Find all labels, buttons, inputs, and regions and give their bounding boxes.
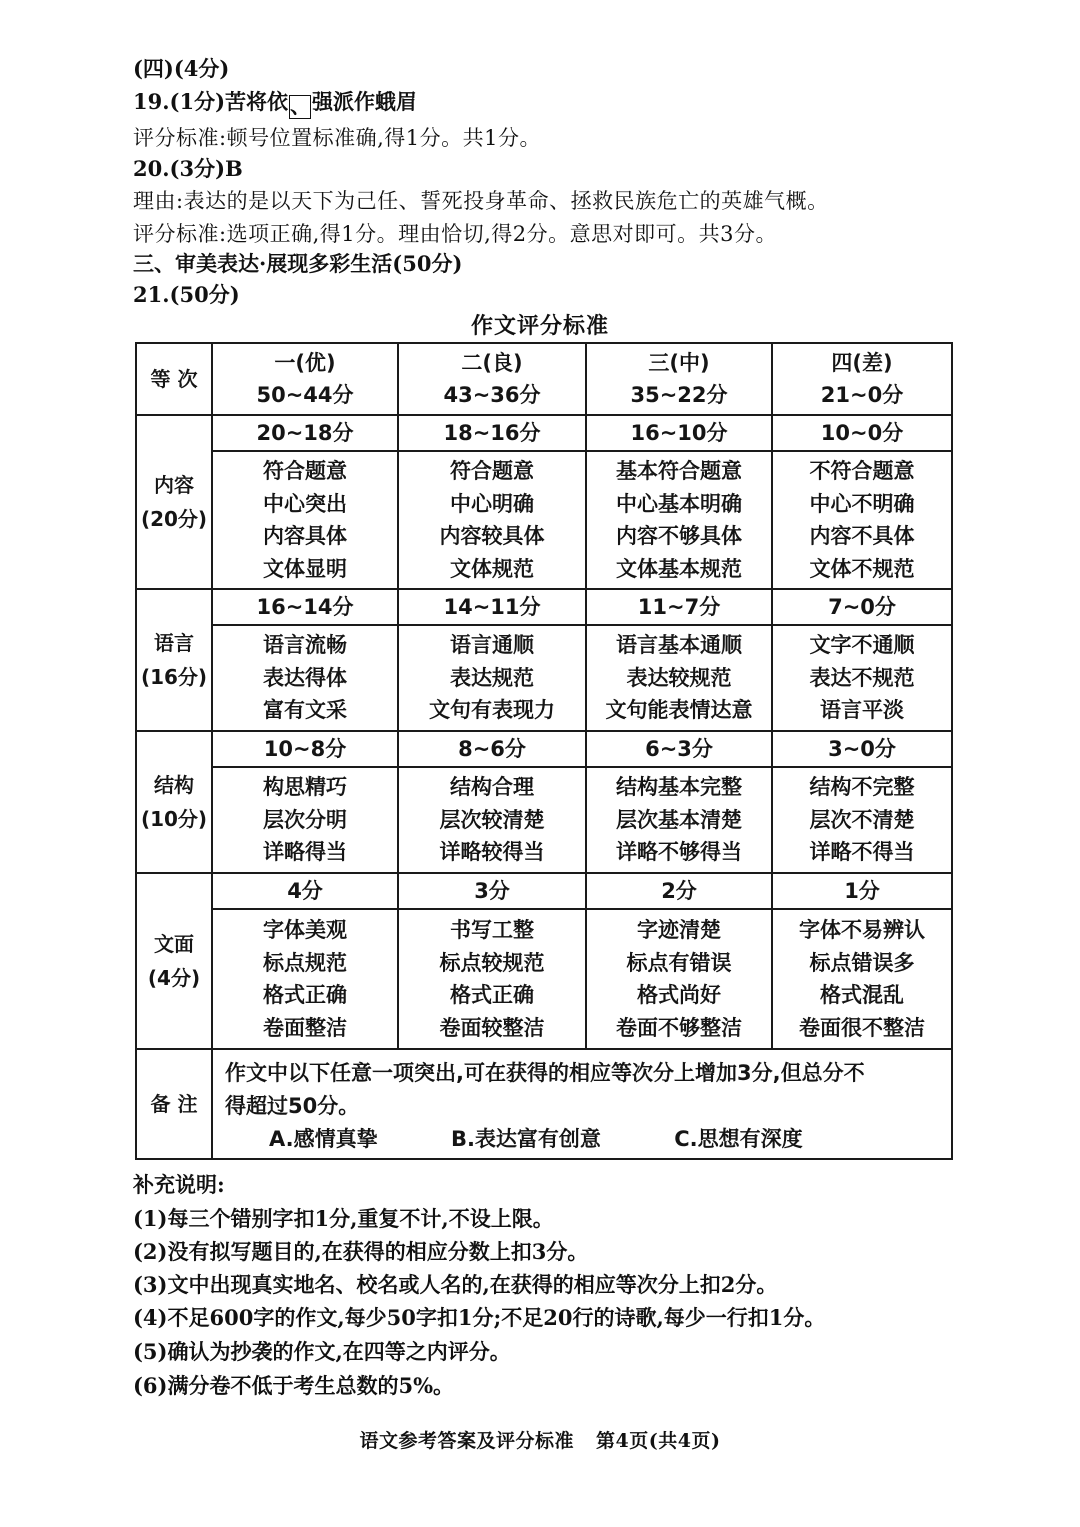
score-range: 10~0分: [772, 415, 952, 451]
structure-score-row: [136, 731, 952, 767]
score-range: 6~3分: [586, 731, 772, 767]
q20-reason: 理由:表达的是以天下为己任、誓死投身革命、拯救民族危亡的英雄气概。: [133, 189, 829, 213]
note-label-cell: 备 注: [136, 1049, 212, 1159]
supplement-item: (2)没有拟写题目的,在获得的相应分数上扣3分。: [133, 1239, 589, 1264]
criteria-cell: [212, 625, 398, 731]
rank-cell-average: [586, 343, 772, 415]
score-range: 18~16分: [398, 415, 586, 451]
language-score-row: [136, 589, 952, 625]
criteria-cell: [212, 451, 398, 589]
category-language: [136, 589, 212, 731]
criterion: 表达不规范: [809, 665, 915, 690]
criterion: 字迹清楚: [637, 918, 721, 942]
criterion: 富有文采: [263, 698, 347, 723]
criteria-cell: [586, 767, 772, 873]
criterion: 文句能表情达意: [605, 698, 753, 723]
q20-scoring-standard: 评分标准:选项正确,得1分。理由恰切,得2分。意思对即可。共3分。: [133, 222, 778, 246]
criterion: 标点规范: [263, 950, 347, 975]
criterion: 文体规范: [450, 556, 534, 581]
criterion: 标点有错误: [626, 950, 732, 975]
criterion: 文体不规范: [809, 556, 915, 581]
criterion: 表达较规范: [626, 665, 732, 690]
score-range: 3分: [398, 873, 586, 909]
criterion: 构思精巧: [263, 775, 347, 800]
criterion: 格式正确: [450, 983, 534, 1007]
criterion: 基本符合题意: [616, 459, 742, 483]
criterion: 语言基本通顺: [616, 633, 742, 658]
criteria-cell: [212, 909, 398, 1049]
criterion: 中心突出: [263, 491, 347, 516]
score-range: 2分: [586, 873, 772, 909]
criteria-cell: [586, 909, 772, 1049]
criterion: 中心基本明确: [616, 491, 742, 516]
criterion: 层次不清楚: [809, 807, 915, 832]
criterion: 语言通顺: [450, 633, 534, 658]
criterion: 文字不通顺: [809, 633, 915, 658]
rank-row: [136, 343, 952, 415]
criteria-cell: [772, 767, 952, 873]
rank-cell-excellent: [212, 343, 398, 415]
criterion: 标点错误多: [809, 950, 915, 975]
criterion: 结构不完整: [809, 775, 915, 800]
category-points: (16分): [140, 665, 208, 689]
criterion: 内容具体: [263, 524, 347, 548]
criterion: 层次较清楚: [439, 807, 545, 832]
note-line-2: 得超过50分。: [225, 1093, 360, 1118]
category-presentation: [136, 873, 212, 1049]
content-criteria-row: [136, 451, 952, 589]
supplement-item: (5)确认为抄袭的作文,在四等之内评分。: [133, 1339, 511, 1364]
rank-label-cell: 等 次: [136, 343, 212, 415]
essay-grading-table: [135, 342, 953, 1160]
note-line-1: 作文中以下任意一项突出,可在获得的相应等次分上增加3分,但总分不: [225, 1060, 865, 1085]
note-option-a: A.感情真挚: [269, 1126, 378, 1151]
score-range: 10~8分: [212, 731, 398, 767]
criterion: 标点较规范: [439, 950, 545, 975]
criterion: 书写工整: [450, 918, 534, 942]
criteria-cell: [398, 451, 586, 589]
note-options: [225, 1123, 945, 1156]
score-range: 3~0分: [772, 731, 952, 767]
criteria-cell: [772, 625, 952, 731]
criterion: 详略较得当: [439, 840, 545, 865]
q19-boxed-mark: 、: [290, 93, 312, 118]
grading-table-title: 作文评分标准: [470, 314, 609, 339]
language-criteria-row: [136, 625, 952, 731]
rank-cell-good: [398, 343, 586, 415]
page-footer: [0, 1426, 1080, 1453]
criterion: 文体显明: [263, 556, 347, 581]
rank-range: 43~36分: [443, 383, 541, 407]
criterion: 卷面较整洁: [439, 1015, 545, 1040]
criterion: 卷面不够整洁: [616, 1015, 742, 1040]
rank-cell-poor: [772, 343, 952, 415]
score-range: 11~7分: [586, 589, 772, 625]
criterion: 表达规范: [450, 665, 534, 690]
q20-answer: 20.(3分)B: [133, 156, 243, 181]
criterion: 语言流畅: [263, 633, 347, 658]
criteria-cell: [398, 625, 586, 731]
supplement-item: (3)文中出现真实地名、校名或人名的,在获得的相应等次分上扣2分。: [133, 1272, 778, 1297]
criteria-cell: [398, 909, 586, 1049]
criterion: 不符合题意: [809, 459, 915, 483]
rank-name: 四(差): [831, 351, 893, 375]
criterion: 内容不够具体: [616, 524, 742, 548]
supplement-item: (4)不足600字的作文,每少50字扣1分;不足20行的诗歌,每少一行扣1分。: [133, 1305, 826, 1330]
criterion: 层次分明: [263, 807, 347, 832]
score-range: 8~6分: [398, 731, 586, 767]
supplement-title: 补充说明:: [133, 1172, 225, 1197]
category-points: (20分): [140, 507, 208, 531]
rank-range: 21~0分: [820, 383, 904, 407]
score-range: 7~0分: [772, 589, 952, 625]
q19-answer: [133, 87, 417, 119]
criterion: 字体美观: [263, 918, 347, 942]
criterion: 符合题意: [450, 459, 534, 483]
score-range: 16~14分: [212, 589, 398, 625]
category-name: 语言: [154, 631, 194, 655]
criteria-cell: [212, 767, 398, 873]
q19-suffix: 强派作蛾眉: [312, 89, 418, 114]
criterion: 卷面整洁: [263, 1015, 347, 1040]
criterion: 文句有表现力: [429, 698, 555, 723]
category-name: 内容: [154, 473, 194, 497]
criterion: 内容不具体: [809, 524, 915, 548]
category-points: (10分): [140, 807, 208, 831]
category-content: [136, 415, 212, 589]
criterion: 格式尚好: [637, 983, 721, 1007]
score-range: 14~11分: [398, 589, 586, 625]
q21-heading: 21.(50分): [133, 282, 240, 307]
category-points: (4分): [147, 966, 201, 990]
score-range: 20~18分: [212, 415, 398, 451]
criterion: 格式正确: [263, 983, 347, 1007]
footer-doc-title: 语文参考答案及评分标准: [359, 1430, 575, 1452]
criterion: 详略不得当: [809, 840, 915, 865]
note-option-b: B.表达富有创意: [450, 1126, 601, 1151]
presentation-criteria-row: [136, 909, 952, 1049]
criterion: 中心不明确: [809, 491, 915, 516]
category-name: 结构: [154, 773, 194, 797]
content-score-row: [136, 415, 952, 451]
criteria-cell: [586, 451, 772, 589]
criterion: 结构基本完整: [616, 775, 742, 800]
criterion: 详略得当: [263, 840, 347, 865]
criterion: 语言平淡: [820, 698, 904, 723]
criteria-cell: [772, 451, 952, 589]
criteria-cell: [586, 625, 772, 731]
criterion: 中心明确: [450, 491, 534, 516]
criterion: 层次基本清楚: [616, 807, 742, 832]
criterion: 表达得体: [263, 665, 347, 690]
category-structure: [136, 731, 212, 873]
q19-scoring-standard: 评分标准:顿号位置标准确,得1分。共1分。: [133, 126, 541, 150]
footer-page-number: 第4页(共4页): [596, 1430, 721, 1452]
score-range: 1分: [772, 873, 952, 909]
criterion: 卷面很不整洁: [799, 1015, 925, 1040]
criterion: 字体不易辨认: [799, 918, 925, 942]
note-row: [136, 1049, 952, 1159]
rank-range: 50~44分: [256, 383, 354, 407]
criterion: 符合题意: [263, 459, 347, 483]
score-range: 16~10分: [586, 415, 772, 451]
criterion: 格式混乱: [820, 983, 904, 1007]
rank-name: 三(中): [648, 351, 710, 375]
supplement-item: (6)满分卷不低于考生总数的5%。: [133, 1373, 455, 1398]
score-range: 4分: [212, 873, 398, 909]
category-name: 文面: [154, 932, 194, 956]
rank-range: 35~22分: [630, 383, 728, 407]
supplement-item: (1)每三个错别字扣1分,重复不计,不设上限。: [133, 1206, 554, 1231]
criteria-cell: [772, 909, 952, 1049]
note-option-c: C.思想有深度: [674, 1126, 803, 1151]
criterion: 详略不够得当: [616, 840, 742, 865]
presentation-score-row: [136, 873, 952, 909]
rank-name: 二(良): [461, 351, 523, 375]
criterion: 结构合理: [450, 775, 534, 800]
section-4-heading: (四)(4分): [133, 56, 230, 81]
criterion: 内容较具体: [439, 524, 545, 548]
rank-name: 一(优): [274, 351, 336, 375]
note-content: [212, 1049, 952, 1159]
section-3-heading: 三、审美表达·展现多彩生活(50分): [133, 251, 463, 276]
criterion: 文体基本规范: [616, 556, 742, 581]
q19-prefix: 19.(1分)苦将依: [133, 89, 289, 114]
criteria-cell: [398, 767, 586, 873]
structure-criteria-row: [136, 767, 952, 873]
